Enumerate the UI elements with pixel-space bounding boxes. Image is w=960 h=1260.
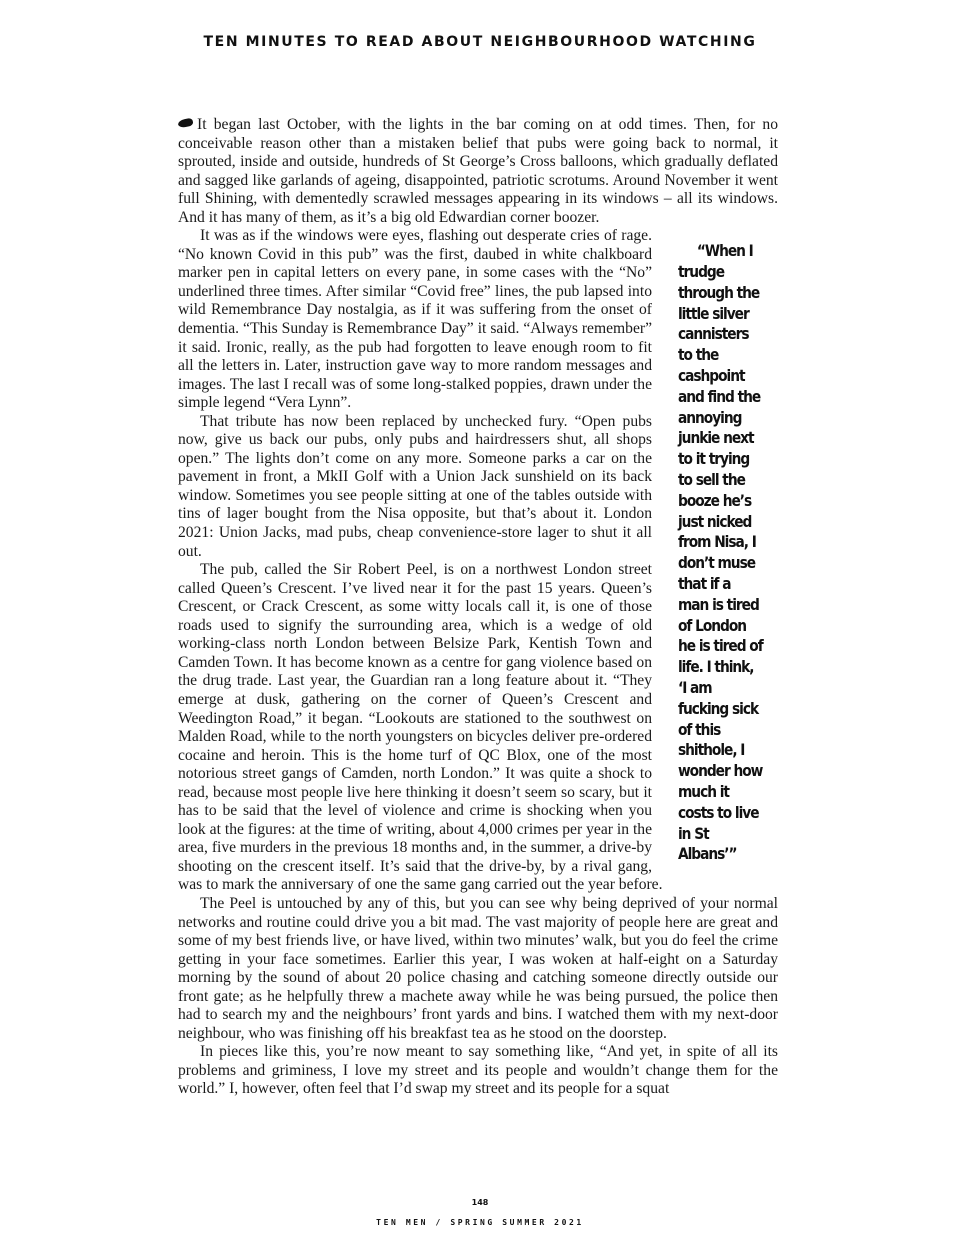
article-body <box>178 116 778 1099</box>
running-header: TEN MINUTES TO READ ABOUT NEIGHBOURHOOD WATCHING <box>203 34 757 50</box>
publication-footer: TEN MEN / SPRING SUMMER 2021 <box>376 1218 584 1227</box>
bullet-pointer-icon <box>177 118 193 129</box>
paragraph-3: That tribute has now been replaced by unchecked fury. “Open pubs now, give us back our pubs, only pubs and hairdressers shut, all shops open.” The lights don’t come on any more. Someone parks a car on the pavement in front, a MkII Golf with a Union Jack sunshield on its back window. Sometimes you see people sitting at one of the tables outside with tins of lager bought from the Nisa opposite, but that’s about it. London 2021: Union Jacks, mad pubs, cheap convenience-store lager to shut it all out. <box>178 412 652 560</box>
paragraph-5: The Peel is untouched by any of this, but you can see why being deprived of your normal networks and routine could drive you a bit mad. The vast majority of people here are great and some of my best friends live, or have lived, within two minutes’ walk, but you do feel the crime getting in your face sometimes. Earlier this year, I was woken at half-eight on a Saturday morning by the sound of about 20 police chasing and catching someone directly outside our front gate; as he helpfully threw a machete away while he was being pursued, the police then had to search my and the neighbours’ front yards and bins. I watched them with my next-door neighbour, who was finishing off his breakfast tea as he stood on the doorstep. <box>178 894 778 1042</box>
page-number: 148 <box>471 1198 489 1207</box>
paragraph-1-text: It began last October, with the lights in the bar coming on at odd times. Then, for no conceivable reason other than a mistaken belief that pubs were going back to normal, it sprouted, inside and outside, hundreds of St George’s Cross balloons, which gradually deflated and sagged like garlands of ageing, disappointed, patriotic scrotums. Around November it went full Shining, with dementedly scrawled messages appearing in its windows – all its windows. And it has many of them, as it’s a big old Edwardian corner boozer. <box>178 116 778 226</box>
pull-quote: “When I trudge through the little silver cannisters to the cashpoint and find the annoying junkie next to it trying to sell the booze he’s just nicked from Nisa, I don’t muse that if a man is tired of London he is tired of life. I think, ‘I am fucking sick of this shithole, I wonder how much it costs to live in St Albans’” <box>678 241 763 864</box>
paragraph-6: In pieces like this, you’re now meant to say something like, “And yet, in spite of all its problems and griminess, I love my street and its people and wouldn’t change them for the world.” I, however, often feel that I’d swap my street and its people for a squat <box>178 1043 778 1098</box>
paragraph-2-text: It was as if the windows were eyes, flashing out desperate cries of rage. “No known Covid in this pub” was the first, daubed in white chalkboard marker pen in capital letters on every pane, in some cases with the “No” underlined three times. After similar “Covid free” lines, the pub lapsed into wild Remembrance Day nostalgia, as if it was suffering from the onset of dementia. “This Sunday is Remembrance Day” it said. “Always remember” it said. Ironic, really, as the pub had forgotten to leave enough room to fit all the letters in. Later, instruction gave way to more random messages and images. The last I recall was of some long-stalked poppies, drawn under the simple legend “Vera Lynn”. <box>178 227 652 412</box>
paragraph-4: The pub, called the Sir Robert Peel, is on a northwest London street called Queen’s Crescent. I’ve lived near it for the past 15 years. Queen’s Crescent, or Crack Crescent, as some witty locals call it, is one of those roads used to signify the surrounding area, which is a wedge of old working-class north London between Belsize Park, Kentish Town and Camden Town. It has become known as a centre for gang violence based on the drug trade. Last year, the Guardian ran a long feature about it. “They emerge at dusk, gathering on the corner of Queen’s Crescent and Weedington Road,” it began. “Lookouts are stationed to the southwest on Malden Road, while to the north youngsters on bicycles deliver pre-ordered cocaine and heroin. This is the home turf of QC Blox, one of the most notorious street gangs of Camden, north London.” It was quite a shock to read, because most people live here thinking it doesn’t seem so scary, but it has to be said that the level of violence and crime is shocking when you look at the figures: at the time of writing, about 4,000 crimes per year in the area, five murders in the previous 18 months and, in the summer, a drive-by shooting on the crescent itself. It’s said that the drive-by, by a rival gang, was to mark the anniversary of one the same gang carried out the year before. <box>178 561 663 894</box>
paragraph-1 <box>178 116 778 227</box>
